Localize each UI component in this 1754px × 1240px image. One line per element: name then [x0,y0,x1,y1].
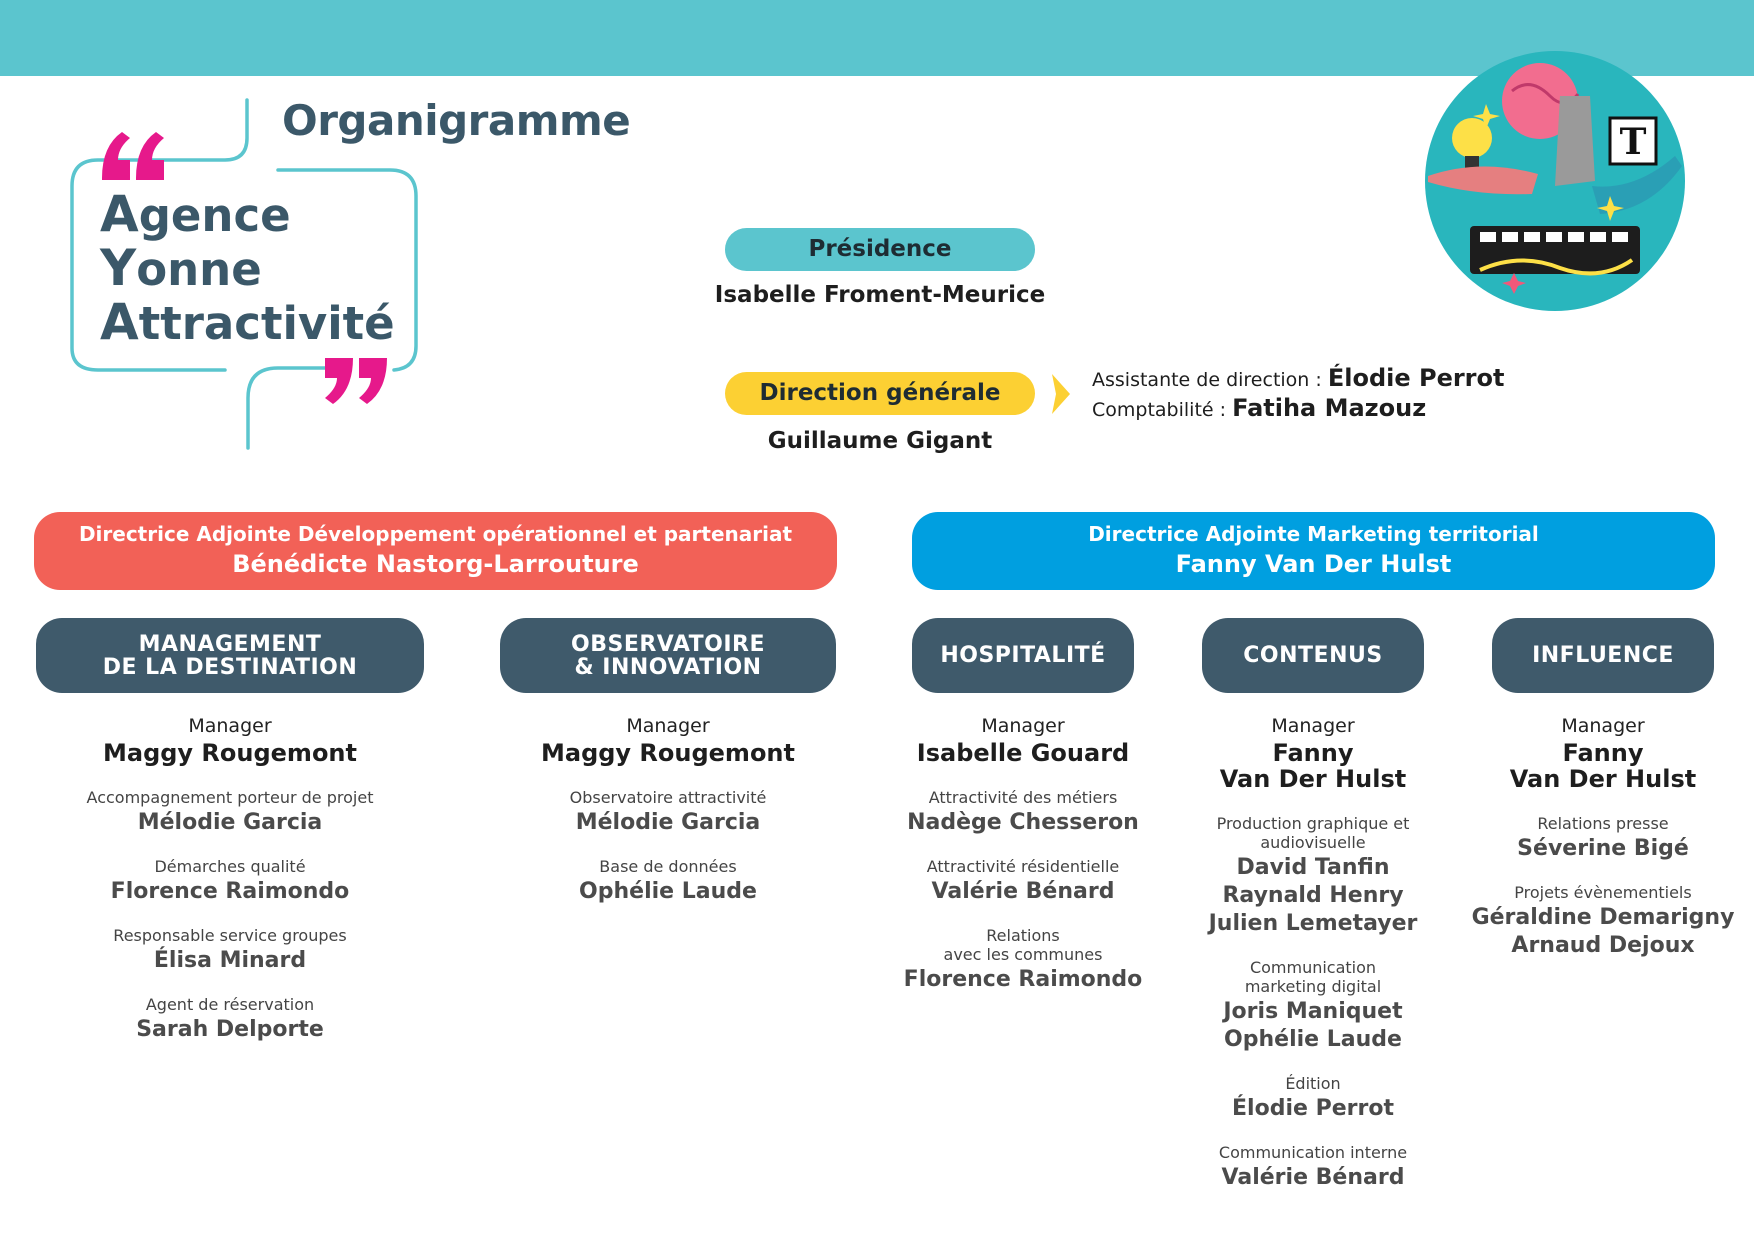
manager-name-line: Maggy Rougemont [540,739,795,767]
role-label-line: Accompagnement porteur de projet [86,788,374,807]
role-label [1163,1143,1463,1162]
manager-name-line: Van Der Hulst [1219,765,1407,793]
assistant-line: Assistante de direction : Élodie Perrot [1092,364,1505,392]
role-label-line: Attractivité résidentielle [926,857,1120,876]
person-name: Mélodie Garcia [575,810,761,835]
logo-line: Agence [100,185,291,243]
manager-name [30,740,430,766]
manager-name-line: Van Der Hulst [1509,765,1697,793]
dept-observatoire: OBSERVATOIRE & INNOVATION [500,618,836,693]
role-label [1453,883,1753,902]
logo-text [100,185,395,351]
role-label-line: Communication interne [1218,1143,1408,1162]
role-label-line: Attractivité des métiers [928,788,1118,807]
person-name: Élodie Perrot [1232,1096,1394,1121]
role-label [30,926,430,945]
manager-name [1163,740,1463,792]
role-label-line: Relations [986,926,1060,945]
person-name: Florence Raimondo [903,967,1143,992]
role-label [468,788,868,807]
person-name: Valérie Bénard [931,879,1115,904]
deputy-dev-title: Directrice Adjointe Développement opérationnel et partenariat [78,522,793,546]
person-name: Raynald Henry [1222,883,1404,908]
person-name: Ophélie Laude [579,879,757,904]
chevron-right-icon [1048,372,1074,416]
page-title: Organigramme [282,96,631,145]
person-name: Nadège Chesseron [907,810,1139,835]
agency-logo [60,98,450,453]
manager-label: Manager [626,715,710,737]
dept-contenus: CONTENUS [1202,618,1424,693]
manager-name-line: Maggy Rougemont [102,739,357,767]
assistant-name: Élodie Perrot [1327,364,1505,392]
manager-name-line: Isabelle Gouard [916,739,1130,767]
column-hospitalite [873,715,1173,992]
open-quote-icon [102,132,164,180]
role-label [30,857,430,876]
role-label-line: marketing digital [1244,977,1382,996]
dept-influence: INFLUENCE [1492,618,1714,693]
role-label-line: Relations presse [1537,814,1669,833]
assistants-block [1092,364,1504,424]
president-name: Isabelle Froment-Meurice [714,282,1046,308]
person-name: Sarah Delporte [136,1017,324,1042]
role-label-line: Démarches qualité [154,857,306,876]
role-label-line: Édition [1285,1074,1341,1093]
person-name: Élisa Minard [153,948,307,973]
role-label [873,926,1173,964]
deputy-marketing-banner [912,512,1715,590]
role-label-line: Base de données [599,857,737,876]
compta-line: Comptabilité : Fatiha Mazouz [1092,394,1427,422]
role-label [1163,814,1463,852]
role-label-line: Agent de réservation [145,995,315,1014]
manager-label: Manager [1271,715,1355,737]
role-label [1453,814,1753,833]
manager-label: Manager [981,715,1065,737]
person-name: David Tanfin [1236,855,1390,880]
role-label [468,857,868,876]
manager-name [1453,740,1753,792]
role-label [1163,1074,1463,1093]
role-label [1163,958,1463,996]
role-label-line: Production graphique et [1216,814,1410,833]
letter-tile-text: T [1619,121,1647,163]
role-label [873,857,1173,876]
collage-illustration [1420,46,1690,316]
manager-label: Manager [188,715,272,737]
logo-line: Attractivité [100,293,395,351]
role-label [30,788,430,807]
person-name: Julien Lemetayer [1208,911,1418,936]
presidence-pill: Présidence [725,228,1035,271]
person-name: Arnaud Dejoux [1511,933,1695,958]
dept-management: MANAGEMENT DE LA DESTINATION [36,618,424,693]
role-label [30,995,430,1014]
person-name: Géraldine Demarigny [1471,905,1735,930]
role-label-line: Observatoire attractivité [569,788,767,807]
direction-generale-pill: Direction générale [725,372,1035,415]
compta-name: Fatiha Mazouz [1232,394,1427,422]
manager-name-line: Fanny [1562,739,1644,767]
manager-name-line: Fanny [1272,739,1354,767]
person-name: Florence Raimondo [110,879,350,904]
logo-line: Yonne [100,239,262,297]
role-label-line: Projets évènementiels [1514,883,1692,902]
manager-label: Manager [1561,715,1645,737]
raised-fist-icon [1555,96,1595,186]
person-name: Mélodie Garcia [137,810,323,835]
column-management [30,715,430,1042]
person-name: Séverine Bigé [1517,836,1689,861]
deputy-dev-banner [34,512,837,590]
manager-name [468,740,868,766]
dept-hospitalite: HOSPITALITÉ [912,618,1134,693]
role-label-line: audiovisuelle [1260,833,1366,852]
role-label-line: Responsable service groupes [113,926,347,945]
column-contenus [1163,715,1463,1190]
close-quote-icon [325,358,387,404]
deputy-marketing-title: Directrice Adjointe Marketing territorial [1088,522,1539,546]
person-name: Joris Maniquet [1223,999,1403,1024]
manager-name [873,740,1173,766]
person-name: Ophélie Laude [1224,1027,1402,1052]
role-label-line: Communication [1249,958,1377,977]
role-label-line: avec les communes [943,945,1103,964]
column-influence [1453,715,1753,958]
director-general-name: Guillaume Gigant [767,428,993,454]
person-name: Valérie Bénard [1221,1165,1405,1190]
deputy-marketing-name: Fanny Van Der Hulst [1175,550,1452,578]
role-label [873,788,1173,807]
deputy-dev-name: Bénédicte Nastorg-Larrouture [232,550,639,578]
column-observatoire [468,715,868,904]
